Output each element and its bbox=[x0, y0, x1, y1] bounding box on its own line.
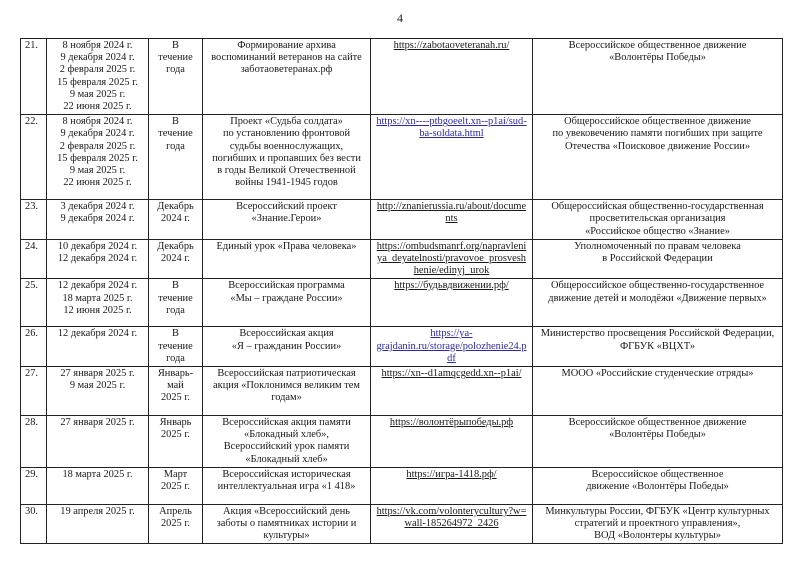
event-description-line: Единый урок «Права человека» bbox=[216, 240, 357, 252]
event-period-line: года bbox=[166, 140, 185, 152]
event-description-line: «Мы – граждане России» bbox=[230, 292, 343, 304]
event-description bbox=[203, 327, 371, 367]
event-organizer-line: Уполномоченный по правам человека bbox=[574, 240, 741, 252]
event-description bbox=[203, 239, 371, 279]
event-period-line: В bbox=[172, 116, 179, 128]
event-dates bbox=[47, 327, 149, 367]
event-period bbox=[149, 367, 203, 416]
link-text-line[interactable]: https://xn--d1amqcgedd.xn--p1ai/ bbox=[381, 368, 522, 380]
event-dates-line: 9 декабря 2024 г. bbox=[60, 213, 135, 225]
event-organizer bbox=[533, 39, 783, 115]
page-number: 4 bbox=[397, 11, 403, 25]
event-organizer-line: «Российское общество «Знание» bbox=[585, 225, 730, 237]
event-period-line: Январь- bbox=[157, 368, 194, 380]
event-period-line: 2024 г. bbox=[160, 253, 191, 265]
event-period bbox=[149, 115, 203, 200]
event-description-line: Всероссийский проект bbox=[236, 201, 337, 213]
event-period-line: Январь bbox=[159, 417, 192, 429]
event-description-line: Всероссийская историческая bbox=[222, 468, 351, 480]
event-period bbox=[149, 279, 203, 327]
event-link[interactable] bbox=[371, 416, 533, 468]
event-dates bbox=[47, 504, 149, 544]
event-link[interactable] bbox=[371, 39, 533, 115]
event-dates-line: 12 декабря 2024 г. bbox=[57, 328, 138, 340]
event-dates bbox=[47, 200, 149, 240]
link-text-line[interactable]: ya_deyatelnosti/pravovoe_prosvesh bbox=[377, 253, 526, 265]
event-description-line: Проект «Судьба солдата» bbox=[230, 116, 343, 128]
row-number: 28. bbox=[21, 416, 47, 468]
event-organizer-line: Общероссийское общественно-государственное bbox=[550, 280, 765, 292]
event-description-line: Формирование архива bbox=[237, 40, 336, 51]
event-dates-line: 12 декабря 2024 г. bbox=[57, 253, 138, 265]
event-organizer-line: Общероссийское общественное движение bbox=[564, 116, 751, 128]
row-number: 29. bbox=[21, 467, 47, 504]
event-period-line: май bbox=[167, 380, 184, 392]
event-organizer-line: ВОД «Волонтеры культуры» bbox=[594, 530, 721, 542]
event-period-line: Декабрь bbox=[157, 201, 194, 213]
event-period-line: 2025 г. bbox=[160, 429, 191, 441]
event-description-line: судьбы военнослужащих, bbox=[229, 140, 344, 152]
event-organizer-line: «Волонтёры Победы» bbox=[609, 429, 706, 441]
event-period-line: года bbox=[166, 64, 185, 76]
event-description-line: «Я – гражданин России» bbox=[231, 340, 342, 352]
event-description bbox=[203, 200, 371, 240]
event-dates-line: 18 марта 2025 г. bbox=[62, 468, 133, 480]
event-organizer-line: по увековечению памяти погибших при защите bbox=[552, 128, 763, 140]
link-text-line[interactable]: nts bbox=[445, 213, 458, 225]
event-link[interactable] bbox=[371, 504, 533, 544]
event-description-line: культуры» bbox=[263, 530, 310, 542]
event-description-line: Всероссийский урок памяти bbox=[223, 441, 350, 453]
event-period-line: Декабрь bbox=[157, 240, 194, 252]
event-period-line: Апрель bbox=[159, 505, 192, 517]
event-organizer bbox=[533, 504, 783, 544]
table-row bbox=[21, 467, 783, 504]
event-period-line: Март bbox=[163, 468, 188, 480]
event-period-line: В bbox=[172, 280, 179, 292]
link-text-line[interactable]: https://vk.com/volonterycultury?w= bbox=[376, 505, 527, 517]
event-period-line: года bbox=[166, 304, 185, 316]
table-row bbox=[21, 416, 783, 468]
event-dates bbox=[47, 467, 149, 504]
event-period bbox=[149, 39, 203, 115]
event-organizer-line: Всероссийское общественное движение bbox=[568, 40, 747, 51]
event-description-line: «Блокадный хлеб» bbox=[245, 453, 328, 465]
table-row bbox=[21, 279, 783, 327]
event-period bbox=[149, 416, 203, 468]
event-organizer-line: Отечества «Поисковое движение России» bbox=[564, 140, 751, 152]
event-description-line: в годы Великой Отечественной bbox=[217, 165, 356, 177]
event-dates bbox=[47, 367, 149, 416]
event-description-line: акция «Поклонимся великим тем bbox=[213, 380, 360, 392]
link-text-line[interactable]: https://игра-1418.рф/ bbox=[406, 468, 497, 480]
event-dates-line: 8 ноября 2024 г. bbox=[62, 116, 133, 128]
event-organizer bbox=[533, 115, 783, 200]
event-organizer-line: МООО «Российские студенческие отряды» bbox=[561, 368, 754, 380]
event-description-line: Акция «Всероссийский день bbox=[222, 505, 351, 517]
event-dates-line: 9 декабря 2024 г. bbox=[60, 52, 135, 64]
row-number: 21. bbox=[21, 39, 47, 115]
table-row bbox=[21, 39, 783, 115]
event-organizer-line: Минкультуры России, ФГБУК «Центр культурных bbox=[545, 505, 770, 517]
event-description bbox=[203, 367, 371, 416]
event-link[interactable] bbox=[371, 279, 533, 327]
row-number: 27. bbox=[21, 367, 47, 416]
event-organizer-line: движение «Волонтёры Победы» bbox=[586, 481, 729, 493]
table-row bbox=[21, 367, 783, 416]
event-organizer-line: Общероссийская общественно-государственная bbox=[551, 201, 764, 213]
event-period-line: течение bbox=[158, 52, 193, 64]
event-period-line: 2025 г. bbox=[160, 392, 191, 404]
link-text-line[interactable]: https://будьвдвижении.рф/ bbox=[394, 280, 509, 292]
link-text-line[interactable]: henie/edinyj_urok bbox=[413, 265, 490, 277]
event-organizer-line: просветительская организация bbox=[589, 213, 726, 225]
table-row bbox=[21, 504, 783, 544]
event-period-line: течение bbox=[158, 128, 193, 140]
event-organizer bbox=[533, 367, 783, 416]
event-link[interactable] bbox=[371, 200, 533, 240]
event-period-line: течение bbox=[158, 340, 193, 352]
event-description-line: Всероссийская акция памяти bbox=[222, 417, 351, 429]
event-description-line: по установлению фронтовой bbox=[222, 128, 351, 140]
event-description-line: заботы о памятниках истории и bbox=[216, 518, 357, 530]
event-organizer-line: Всероссийское общественное bbox=[591, 468, 724, 480]
event-link[interactable] bbox=[371, 367, 533, 416]
event-description-line: заботаоветеранах.рф bbox=[240, 64, 333, 76]
event-period bbox=[149, 504, 203, 544]
events-table bbox=[20, 38, 783, 544]
event-dates-line: 22 июня 2025 г. bbox=[63, 101, 132, 113]
row-number: 24. bbox=[21, 239, 47, 279]
event-period-line: течение bbox=[158, 292, 193, 304]
event-period bbox=[149, 467, 203, 504]
event-description bbox=[203, 416, 371, 468]
event-dates-line: 2 февраля 2025 г. bbox=[59, 64, 136, 76]
event-dates-line: 18 марта 2025 г. bbox=[62, 292, 133, 304]
event-description-line: годам» bbox=[271, 392, 302, 404]
event-link[interactable] bbox=[371, 239, 533, 279]
event-organizer-line: движение детей и молодёжи «Движение первых» bbox=[548, 292, 767, 304]
link-text-line[interactable]: https://xn----ptbgoeelt.xn--p1ai/sud- bbox=[376, 116, 527, 128]
event-organizer-line: в Российской Федерации bbox=[602, 253, 713, 265]
link-text-line[interactable]: https://ya- bbox=[430, 328, 473, 340]
event-description-line: погибших и пропавших без вести bbox=[212, 152, 361, 164]
event-period bbox=[149, 327, 203, 367]
event-organizer bbox=[533, 327, 783, 367]
link-text-line[interactable]: ba-soldata.html bbox=[419, 128, 484, 140]
row-number: 30. bbox=[21, 504, 47, 544]
event-organizer bbox=[533, 279, 783, 327]
link-text-line[interactable]: https://волонтёрыпобеды.рф bbox=[389, 417, 514, 429]
event-period-line: года bbox=[166, 352, 185, 364]
event-organizer bbox=[533, 467, 783, 504]
event-dates bbox=[47, 416, 149, 468]
event-dates bbox=[47, 279, 149, 327]
event-description-line: Всероссийская акция bbox=[239, 328, 334, 340]
event-organizer-line: ФГБУК «ВЦХТ» bbox=[619, 340, 696, 352]
link-text-line[interactable]: https://zabotaoveteranah.ru/ bbox=[393, 40, 510, 51]
event-description-line: «Знание.Герои» bbox=[251, 213, 322, 225]
event-dates-line: 27 января 2025 г. bbox=[60, 417, 135, 429]
event-dates-line: 12 декабря 2024 г. bbox=[57, 280, 138, 292]
event-description bbox=[203, 279, 371, 327]
event-link[interactable] bbox=[371, 467, 533, 504]
event-description-line: интеллектуальная игра «1 418» bbox=[217, 481, 356, 493]
event-dates-line: 2 февраля 2025 г. bbox=[59, 140, 136, 152]
event-organizer bbox=[533, 416, 783, 468]
table-row bbox=[21, 115, 783, 200]
event-period-line: В bbox=[172, 40, 179, 51]
event-dates-line: 22 июня 2025 г. bbox=[63, 177, 132, 189]
event-description-line: Всероссийская патриотическая bbox=[217, 368, 356, 380]
event-link[interactable] bbox=[371, 115, 533, 200]
event-description-line: «Блокадный хлеб», bbox=[244, 429, 329, 441]
event-description bbox=[203, 504, 371, 544]
event-dates bbox=[47, 39, 149, 115]
event-dates-line: 10 декабря 2024 г. bbox=[57, 240, 138, 252]
event-dates-line: 15 февраля 2025 г. bbox=[57, 152, 138, 164]
link-text-line[interactable]: https://ombudsmanrf.org/napravleni bbox=[376, 240, 527, 252]
row-number: 22. bbox=[21, 115, 47, 200]
event-organizer-line: Министерство просвещения Российской Федерации, bbox=[540, 328, 775, 340]
event-description-line: Всероссийская программа bbox=[228, 280, 345, 292]
event-description bbox=[203, 39, 371, 115]
event-dates-line: 9 декабря 2024 г. bbox=[60, 128, 135, 140]
link-text-line[interactable]: http://znanierussia.ru/about/docume bbox=[376, 201, 527, 213]
event-dates-line: 12 июня 2025 г. bbox=[63, 304, 132, 316]
table-row bbox=[21, 239, 783, 279]
event-description-line: войны 1941-1945 годов bbox=[235, 177, 338, 189]
table-row bbox=[21, 327, 783, 367]
event-dates bbox=[47, 115, 149, 200]
event-description-line: воспоминаний ветеранов на сайте bbox=[211, 52, 362, 64]
event-organizer-line: стратегий и проектного управления», bbox=[574, 518, 741, 530]
event-period bbox=[149, 200, 203, 240]
link-text-line[interactable]: grajdanin.ru/storage/polozhenie24.p bbox=[376, 340, 527, 352]
link-text-line[interactable]: wall-185264972_2426 bbox=[404, 518, 499, 530]
row-number: 23. bbox=[21, 200, 47, 240]
row-number: 26. bbox=[21, 327, 47, 367]
event-dates-line: 27 января 2025 г. bbox=[60, 368, 135, 380]
row-number: 25. bbox=[21, 279, 47, 327]
event-dates-line: 9 мая 2025 г. bbox=[69, 88, 126, 100]
event-dates-line: 8 ноября 2024 г. bbox=[62, 40, 133, 51]
event-dates-line: 9 мая 2025 г. bbox=[69, 380, 126, 392]
event-organizer bbox=[533, 200, 783, 240]
event-period-line: 2025 г. bbox=[160, 481, 191, 493]
event-description bbox=[203, 115, 371, 200]
event-dates-line: 15 февраля 2025 г. bbox=[57, 76, 138, 88]
event-link[interactable] bbox=[371, 327, 533, 367]
table-row bbox=[21, 200, 783, 240]
event-period-line: В bbox=[172, 328, 179, 340]
event-description bbox=[203, 467, 371, 504]
events-table-body bbox=[21, 39, 783, 544]
event-period-line: 2025 г. bbox=[160, 518, 191, 530]
event-period bbox=[149, 239, 203, 279]
event-organizer-line: «Волонтёры Победы» bbox=[609, 52, 706, 64]
event-period-line: 2024 г. bbox=[160, 213, 191, 225]
event-dates bbox=[47, 239, 149, 279]
event-organizer bbox=[533, 239, 783, 279]
event-organizer-line: Всероссийское общественное движение bbox=[568, 417, 747, 429]
event-dates-line: 3 декабря 2024 г. bbox=[60, 201, 135, 213]
link-text-line[interactable]: df bbox=[447, 352, 456, 364]
event-dates-line: 9 мая 2025 г. bbox=[69, 165, 126, 177]
event-dates-line: 19 апреля 2025 г. bbox=[60, 505, 135, 517]
